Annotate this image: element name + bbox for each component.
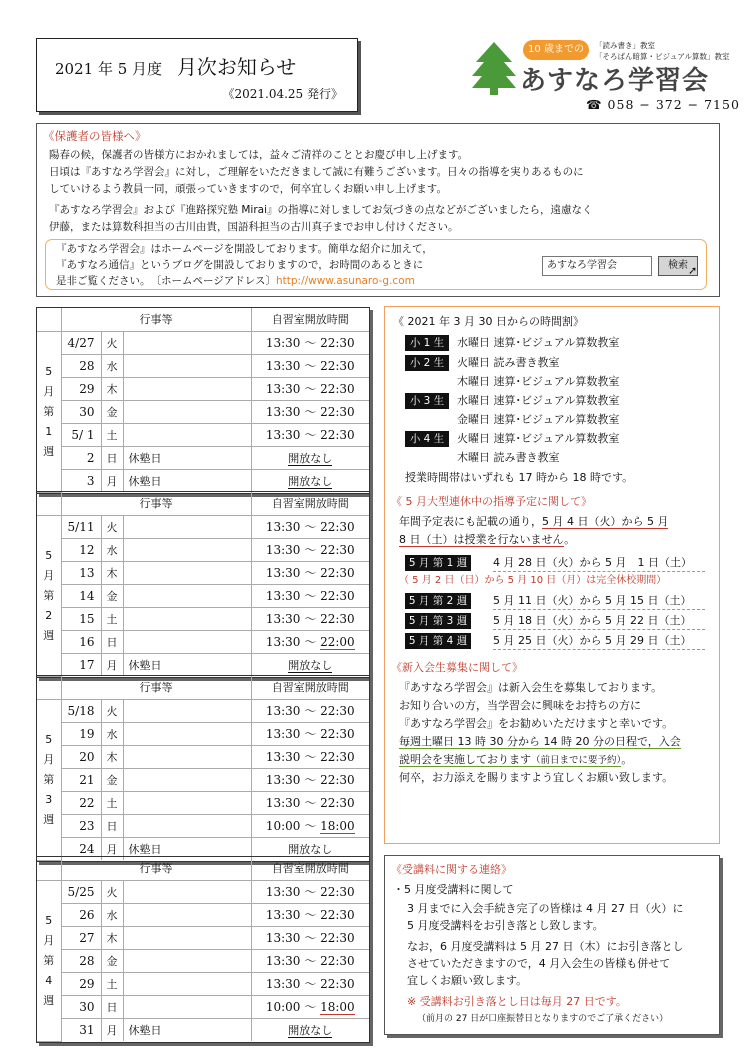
weekday-cell: 火	[101, 515, 123, 538]
timetable-line: 水曜日 速算･ビジュアル算数教室	[457, 336, 620, 349]
event-cell	[123, 400, 251, 423]
week-header-blank	[37, 492, 61, 515]
timetable-line: 火曜日 速算･ビジュアル算数教室	[457, 432, 620, 445]
table-row	[37, 538, 369, 561]
open-time-end: 18:00	[320, 1000, 355, 1014]
table-row	[37, 607, 369, 630]
table-row	[37, 331, 369, 354]
enroll-line: 『あすなろ学習会』をお勧めいただけますと幸いです。	[399, 717, 674, 730]
table-row	[37, 630, 369, 653]
enroll-line: 『あすなろ学習会』は新入会生を募集しております。	[399, 681, 663, 694]
weekday-cell: 水	[101, 354, 123, 377]
table-row	[37, 423, 369, 446]
table-row	[37, 354, 369, 377]
weekday-cell: 火	[101, 880, 123, 903]
open-time-cell: 13:30 〜 22:30	[251, 515, 369, 538]
timetable-line: 水曜日 速算･ビジュアル算数教室	[457, 394, 620, 407]
date-cell: 30	[61, 400, 101, 423]
enroll-highlight: 説明会を実施しております	[399, 753, 531, 766]
grade-label: 小 3 生	[405, 393, 449, 409]
logo-subtitle-2: 「そろばん暗算・ビジュアル算数」教室	[595, 52, 730, 61]
weekday-cell: 木	[101, 745, 123, 768]
date-cell: 26	[61, 903, 101, 926]
week-label: 5 月 第 3 週	[405, 613, 471, 629]
enroll-last: 何卒，お力添えを賜りますよう宜しくお願い致します。	[399, 771, 674, 784]
weekday-cell: 木	[101, 377, 123, 400]
enroll-text: 。	[621, 753, 633, 766]
open-time-cell: 13:30 〜 22:30	[251, 400, 369, 423]
weekday-cell: 土	[101, 791, 123, 814]
page-title: 月次お知らせ	[176, 55, 297, 79]
open-time-cell: 13:30 〜 22:30	[251, 903, 369, 926]
event-cell	[123, 972, 251, 995]
week-label-char: 月	[43, 384, 55, 398]
open-time-start: 10:00 〜	[265, 1000, 321, 1014]
tree-logo-icon	[470, 40, 518, 96]
date-cell: 20	[61, 745, 101, 768]
week-header-blank	[37, 857, 61, 880]
event-cell	[123, 949, 251, 972]
enroll-highlight-2	[399, 751, 632, 769]
week-label-char: 5	[45, 913, 53, 927]
weekday-cell: 火	[101, 331, 123, 354]
table-row	[37, 584, 369, 607]
table-row	[37, 653, 369, 676]
homepage-last-text: 是非ご覧ください。 〔ホームページアドレス〕	[56, 275, 276, 287]
weekday-cell: 木	[101, 561, 123, 584]
date-cell: 23	[61, 814, 101, 837]
fee-line: させていただきますので，4 月入会生の皆様も併せて	[407, 957, 671, 970]
date-cell: 22	[61, 791, 101, 814]
week-schedule-table	[36, 307, 370, 494]
event-cell	[123, 768, 251, 791]
open-time-cell	[251, 1018, 369, 1041]
weekday-cell: 土	[101, 423, 123, 446]
open-time-cell	[251, 446, 369, 469]
table-row	[37, 745, 369, 768]
open-time-start: 10:00 〜	[265, 819, 321, 833]
week-label: 5 月 第 2 週	[405, 593, 471, 609]
open-time-cell: 13:30 〜 22:30	[251, 584, 369, 607]
event-cell	[123, 791, 251, 814]
table-row	[37, 515, 369, 538]
table-row	[37, 377, 369, 400]
event-cell	[123, 745, 251, 768]
week-schedule-table	[36, 856, 370, 1043]
homepage-line: 『あすなろ通信』というブログを開設しておりますので，お時間のあるときに	[56, 259, 424, 271]
weekday-cell: 火	[101, 699, 123, 722]
notice-title: 《保護者の皆様へ》	[43, 129, 147, 143]
closed-label: 開放なし	[288, 474, 333, 488]
event-header: 行事等	[61, 308, 251, 331]
grade-label: 小 2 生	[405, 355, 449, 371]
open-time-cell: 13:30 〜 22:30	[251, 699, 369, 722]
week-schedule-table	[36, 675, 370, 862]
timetable-line: 金曜日 速算･ビジュアル算数教室	[457, 413, 620, 426]
event-header: 行事等	[61, 676, 251, 699]
title-line	[55, 51, 296, 80]
event-cell	[123, 584, 251, 607]
table-row	[37, 699, 369, 722]
holiday-text: 。	[564, 533, 576, 546]
table-row	[37, 1018, 369, 1041]
weekday-cell: 木	[101, 926, 123, 949]
event-cell: 休塾日	[123, 837, 251, 860]
open-time-cell: 13:30 〜 22:30	[251, 331, 369, 354]
table-row	[37, 995, 369, 1018]
fee-line: 宜しくお願い致します。	[407, 974, 528, 987]
week-label-char: 4	[45, 973, 53, 987]
week-label	[37, 880, 61, 1041]
search-button[interactable]: 検索	[658, 256, 698, 276]
open-time-cell: 13:30 〜 22:30	[251, 972, 369, 995]
date-cell: 29	[61, 972, 101, 995]
fee-title: 《受講料に関する連絡》	[391, 863, 512, 876]
search-input[interactable]: あすなろ学習会	[542, 256, 652, 276]
holiday-text: 年間予定表にも記載の通り，	[399, 515, 542, 528]
timetable-line: 火曜日 読み書き教室	[457, 356, 560, 369]
week-label-char: 第	[43, 953, 55, 967]
logo-name: あすなろ学習会	[520, 66, 710, 96]
closed-label: 開放なし	[288, 451, 333, 465]
date-cell: 5/11	[61, 515, 101, 538]
open-time-cell: 13:30 〜 22:30	[251, 561, 369, 584]
fee-warning: ※ 受講料お引き落とし日は毎月 27 日です。	[407, 995, 627, 1008]
event-cell	[123, 423, 251, 446]
notice-line: 『あすなろ学習会』および『進路探究塾 Mirai』の指導に対しましてお気づきの点などがございましたら，遠慮なく	[49, 204, 593, 216]
date-cell: 5/25	[61, 880, 101, 903]
event-cell	[123, 814, 251, 837]
date-cell: 21	[61, 768, 101, 791]
grade-label: 小 4 生	[405, 431, 449, 447]
date-cell: 16	[61, 630, 101, 653]
holiday-highlight: 8 日（土）は授業を行ないません	[399, 533, 565, 546]
week-label-char: 1	[45, 424, 53, 438]
open-time-cell	[251, 630, 369, 653]
fee-box	[384, 855, 720, 1035]
event-cell	[123, 699, 251, 722]
holiday-title: 《 5 月大型連休中の指導予定に関して》	[391, 495, 592, 508]
event-cell	[123, 880, 251, 903]
event-header: 行事等	[61, 492, 251, 515]
weekday-cell: 月	[101, 1018, 123, 1041]
weekday-cell: 水	[101, 722, 123, 745]
week-label-char: 2	[45, 608, 53, 622]
open-time-cell: 13:30 〜 22:30	[251, 607, 369, 630]
open-time-cell: 13:30 〜 22:30	[251, 538, 369, 561]
week-label-char: 月	[43, 568, 55, 582]
grade-label: 小 1 生	[405, 335, 449, 351]
enroll-highlight: 毎週土曜日 13 時 30 分から 14 時 20 分の日程で，入会	[399, 735, 681, 748]
week-label-char: 週	[43, 993, 55, 1007]
timetable-note: 授業時間帯はいずれも 17 時から 18 時です。	[405, 471, 634, 484]
event-cell	[123, 722, 251, 745]
open-time-cell: 13:30 〜 22:30	[251, 926, 369, 949]
event-cell	[123, 561, 251, 584]
open-time-end: 18:00	[320, 819, 355, 833]
enroll-note: （前日までに要予約）	[531, 755, 622, 766]
date-cell: 13	[61, 561, 101, 584]
open-time-cell	[251, 653, 369, 676]
weekday-cell: 水	[101, 903, 123, 926]
date-cell: 24	[61, 837, 101, 860]
notice-line: 伊藤，または算数科担当の古川由貴，国語科担当の古川真子までお申し付けください。	[49, 221, 459, 233]
open-time-start: 13:30 〜	[265, 635, 321, 649]
weekday-cell: 金	[101, 768, 123, 791]
enroll-title: 《新入会生募集に関して》	[391, 661, 523, 674]
event-cell	[123, 630, 251, 653]
weekday-cell: 日	[101, 995, 123, 1018]
weekday-cell: 水	[101, 538, 123, 561]
table-row	[37, 722, 369, 745]
week-label-char: 5	[45, 732, 53, 746]
date-cell: 3	[61, 469, 101, 492]
fee-footnote: （前月の 27 日が口座振替日となりますのでご了承ください）	[417, 1014, 669, 1024]
room-header: 自習室開放時間	[251, 492, 369, 515]
homepage-line	[56, 273, 415, 290]
open-time-cell: 13:30 〜 22:30	[251, 949, 369, 972]
table-row	[37, 903, 369, 926]
week-label: 5 月 第 1 週	[405, 555, 471, 571]
week-header-blank	[37, 676, 61, 699]
open-time-end: 22:00	[320, 635, 355, 649]
open-time-cell	[251, 814, 369, 837]
month: 5 月度	[117, 60, 163, 78]
table-row	[37, 972, 369, 995]
event-cell: 休塾日	[123, 1018, 251, 1041]
table-row	[37, 880, 369, 903]
date-cell: 30	[61, 995, 101, 1018]
date-cell: 28	[61, 354, 101, 377]
event-cell	[123, 354, 251, 377]
timetable-line: 木曜日 読み書き教室	[457, 451, 560, 464]
table-row	[37, 768, 369, 791]
event-cell	[123, 926, 251, 949]
week-header-blank	[37, 308, 61, 331]
weekday-cell: 月	[101, 469, 123, 492]
holiday-line-2	[399, 531, 575, 548]
week-range: 5 月 25 日（火）から 5 月 29 日（土）	[493, 632, 705, 650]
fee-line: なお，6 月度受講料は 5 月 27 日（木）にお引き落とし	[407, 940, 684, 953]
logo-subtitle-1: 「読み書き」教室	[595, 41, 655, 50]
phone-number: ☎ 058 − 372 − 7150	[586, 97, 740, 112]
notice-line: 日頃は『あすなろ学習会』に対し，ご理解をいただきまして誠に有難うございます。日々の指導を実りあるものに	[49, 166, 584, 178]
week-label	[37, 699, 61, 860]
weekday-cell: 土	[101, 607, 123, 630]
logo-badge: 10 歳までの	[523, 40, 589, 60]
issue-date: 《2021.04.25 発行》	[222, 87, 343, 101]
week-schedule-table	[36, 491, 370, 678]
week-range: 5 月 18 日（火）から 5 月 22 日（土）	[493, 612, 705, 630]
weekday-cell: 金	[101, 949, 123, 972]
info-box	[384, 306, 720, 844]
closed-label: 開放なし	[288, 1023, 333, 1037]
table-row	[37, 791, 369, 814]
weekday-cell: 金	[101, 584, 123, 607]
event-header: 行事等	[61, 857, 251, 880]
event-cell	[123, 903, 251, 926]
event-cell: 休塾日	[123, 469, 251, 492]
closed-label: 開放なし	[288, 842, 333, 856]
weekday-cell: 月	[101, 837, 123, 860]
date-cell: 28	[61, 949, 101, 972]
event-cell	[123, 331, 251, 354]
open-time-cell	[251, 995, 369, 1018]
date-cell: 29	[61, 377, 101, 400]
week-label: 5 月 第 4 週	[405, 633, 471, 649]
event-cell: 休塾日	[123, 653, 251, 676]
weekday-cell: 土	[101, 972, 123, 995]
week-label	[37, 331, 61, 492]
week-label-char: 週	[43, 812, 55, 826]
date-cell: 19	[61, 722, 101, 745]
room-header: 自習室開放時間	[251, 308, 369, 331]
date-cell: 17	[61, 653, 101, 676]
week-label	[37, 515, 61, 676]
date-cell: 5/ 1	[61, 423, 101, 446]
event-cell	[123, 515, 251, 538]
homepage-url-link[interactable]: http://www.asunaro-g.com	[275, 275, 415, 287]
date-cell: 15	[61, 607, 101, 630]
notice-line: 陽春の候，保護者の皆様方におかれましては，益々ご清祥のこととお慶び申し上げます。	[49, 149, 469, 161]
weekday-cell: 日	[101, 446, 123, 469]
title-box	[36, 38, 358, 112]
open-time-cell: 13:30 〜 22:30	[251, 377, 369, 400]
open-time-cell: 13:30 〜 22:30	[251, 791, 369, 814]
fee-item: ・5 月度受講料に関して	[393, 883, 514, 896]
table-row	[37, 926, 369, 949]
date-cell: 14	[61, 584, 101, 607]
week-label-char: 5	[45, 548, 53, 562]
date-cell: 5/18	[61, 699, 101, 722]
open-time-cell: 13:30 〜 22:30	[251, 354, 369, 377]
enroll-highlight-1	[399, 733, 681, 750]
week-range: 5 月 11 日（火）から 5 月 15 日（土）	[493, 592, 705, 610]
homepage-box	[45, 239, 707, 290]
week-label-char: 第	[43, 588, 55, 602]
open-time-cell: 13:30 〜 22:30	[251, 745, 369, 768]
open-time-cell	[251, 469, 369, 492]
event-cell	[123, 607, 251, 630]
week-label-char: 月	[43, 752, 55, 766]
event-cell: 休塾日	[123, 446, 251, 469]
timetable-line: 木曜日 速算･ビジュアル算数教室	[457, 375, 620, 388]
room-header: 自習室開放時間	[251, 676, 369, 699]
weekday-cell: 金	[101, 400, 123, 423]
holiday-highlight: 5 月 4 日（火）から 5 月	[542, 515, 669, 528]
date-cell: 12	[61, 538, 101, 561]
week-label-char: 3	[45, 792, 53, 806]
year: 2021 年	[55, 60, 113, 78]
enroll-line: お知り合いの方，当学習会に興味をお持ちの方に	[399, 699, 641, 712]
week-label-char: 第	[43, 772, 55, 786]
homepage-line: 『あすなろ学習会』はホームページを開設しております。簡単な紹介に加えて，	[56, 243, 433, 255]
open-time-cell: 13:30 〜 22:30	[251, 423, 369, 446]
table-row	[37, 561, 369, 584]
timetable-title: 《 2021 年 3 月 30 日からの時間割》	[393, 315, 584, 328]
date-cell: 4/27	[61, 331, 101, 354]
week-label-char: 週	[43, 628, 55, 642]
week-label-char: 第	[43, 404, 55, 418]
event-cell	[123, 377, 251, 400]
event-cell	[123, 995, 251, 1018]
table-row	[37, 949, 369, 972]
open-time-cell: 13:30 〜 22:30	[251, 768, 369, 791]
table-row	[37, 814, 369, 837]
open-time-cell: 13:30 〜 22:30	[251, 880, 369, 903]
week-label-char: 5	[45, 364, 53, 378]
notice-box	[36, 123, 720, 297]
notice-line: していけるよう教員一同，頑張っていきますので，何卒宜しくお願い申し上げます。	[49, 183, 447, 195]
open-time-cell: 13:30 〜 22:30	[251, 722, 369, 745]
table-row	[37, 469, 369, 492]
fee-line: 3 月までに入会手続き完了の皆様は 4 月 27 日（火）に	[407, 902, 684, 915]
week-label-char: 月	[43, 933, 55, 947]
closed-label: 開放なし	[288, 658, 333, 672]
event-cell	[123, 538, 251, 561]
fee-line: 5 月度受講料をお引き落とし致します。	[407, 919, 604, 932]
weekday-cell: 日	[101, 814, 123, 837]
date-cell: 2	[61, 446, 101, 469]
date-cell: 27	[61, 926, 101, 949]
table-row	[37, 400, 369, 423]
closed-note: （ 5 月 2 日（日）から 5 月 10 日（月）は完全休校期間）	[399, 575, 667, 586]
holiday-line-1	[399, 513, 668, 530]
weekday-cell: 月	[101, 653, 123, 676]
week-range: 4 月 28 日（火）から 5 月 1 日（土）	[493, 554, 705, 572]
mouse-cursor-icon: ➚	[688, 264, 698, 277]
weekday-cell: 日	[101, 630, 123, 653]
table-row	[37, 446, 369, 469]
room-header: 自習室開放時間	[251, 857, 369, 880]
date-cell: 31	[61, 1018, 101, 1041]
week-label-char: 週	[43, 444, 55, 458]
